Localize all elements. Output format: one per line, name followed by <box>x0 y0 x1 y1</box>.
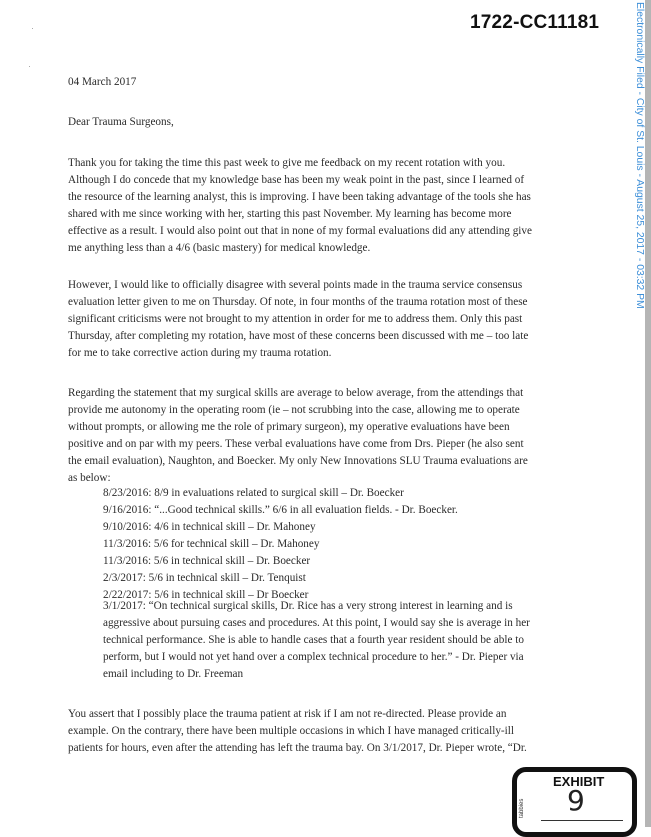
evaluation-item: 2/3/2017: 5/6 in technical skill – Dr. Tenquist <box>103 572 306 584</box>
letter-greeting: Dear Trauma Surgeons, <box>68 116 174 128</box>
text-line: the resource of the learning analyst, this is improving. I have been taking advantage of the tools she has <box>68 191 531 204</box>
text-line: evaluation letter given to me on Thursday. Of note, in four months of the trauma rotation most of these <box>68 296 528 309</box>
text-line: perform, but I would not yet hand over a complex technical procedure to her.” - Dr. Pieper via <box>103 651 524 664</box>
exhibit-brand: tabbies <box>519 798 525 818</box>
evaluations-list <box>103 485 458 604</box>
text-line: You assert that I possibly place the trauma patient at risk if I am not re-directed. Please provide an <box>68 708 507 720</box>
text-line: without prompts, or allowing me the role of primary surgeon), my operative evaluations have been <box>68 421 510 434</box>
text-line: effective as a result. I would also point out that in none of my formal evaluations did any attending give <box>68 225 532 238</box>
paragraph-knowledge <box>68 155 628 258</box>
text-line: the email evaluation), Naughton, and Boecker. My only New Innovations SLU Trauma evaluations are <box>68 455 528 468</box>
text-line: positive and on par with my peers. These verbal evaluations have come from Drs. Pieper (he also sent <box>68 438 524 451</box>
text-line: for me to take corrective action during my trauma rotation. <box>68 347 332 360</box>
text-line: However, I would like to officially disagree with several points made in the trauma service consensus <box>68 279 523 291</box>
paragraph-patient-risk <box>68 706 628 757</box>
evaluation-item: 9/16/2016: “...Good technical skills.” 6/6 in all evaluation fields. - Dr. Boecker. <box>103 504 458 516</box>
text-line: Although I do concede that my knowledge base has been my weak point in the past, since I learned of <box>68 174 525 187</box>
letter-date: 04 March 2017 <box>68 76 137 88</box>
text-line: technical performance. She is able to handle cases that a fourth year resident should be able to <box>103 634 524 647</box>
text-line: patients for hours, even after the attending has left the trauma bay. On 3/1/2017, Dr. Pieper wrote, “Dr. <box>68 742 527 755</box>
text-line: Thank you for taking the time this past week to give me feedback on my recent rotation with you. <box>68 157 506 169</box>
paragraph-disagreement <box>68 277 628 362</box>
email-quote <box>103 598 530 683</box>
exhibit-title: EXHIBIT <box>553 774 605 789</box>
exhibit-underline <box>541 820 623 821</box>
text-line: as below: <box>68 472 111 485</box>
text-line: Thursday, after completing my rotation, have most of these concerns been discussed with me – too late <box>68 330 529 343</box>
text-line: significant criticisms were not brought to my attention in order for me to address them. Only this past <box>68 313 523 326</box>
text-line: me anything less than a 4/6 (basic mastery) for medical knowledge. <box>68 242 371 255</box>
text-line: aggressive about pursuing cases and procedures. At this point, I would say she is average in her <box>103 617 530 630</box>
evaluation-item: 8/23/2016: 8/9 in evaluations related to surgical skill – Dr. Boecker <box>103 487 404 499</box>
text-line: Regarding the statement that my surgical skills are average to below average, from the attendings that <box>68 387 524 399</box>
page-edge-bar <box>645 0 651 827</box>
text-line: example. On the contrary, there have been multiple occasions in which I have managed critically-ill <box>68 725 514 738</box>
exhibit-number: 9 <box>567 784 585 817</box>
text-line: email including to Dr. Freeman <box>103 668 244 681</box>
text-line: provide me autonomy in the operating room (ie – not scrubbing into the case, allowing me to operate <box>68 404 520 417</box>
text-line: 3/1/2017: “On technical surgical skills, Dr. Rice has a very strong interest in learning and is <box>103 600 513 612</box>
evaluation-item: 2/22/2017: 5/6 in technical skill – Dr Boecker <box>103 589 309 601</box>
case-number: 1722-CC11181 <box>470 12 600 33</box>
paragraph-surgical-skills <box>68 385 628 488</box>
scan-speck <box>29 66 30 67</box>
evaluation-item: 11/3/2016: 5/6 in technical skill – Dr. Boecker <box>103 555 311 567</box>
text-line: shared with me since working with her, starting this past November. My learning has become more <box>68 208 512 221</box>
evaluation-item: 9/10/2016: 4/6 in technical skill – Dr. Mahoney <box>103 521 316 533</box>
filing-stamp-text: Electronically Filed - City of St. Louis - August 25, 2017 - 03:32 PM <box>634 2 645 309</box>
scan-speck <box>32 28 33 29</box>
evaluation-item: 11/3/2016: 5/6 for technical skill – Dr. Mahoney <box>103 538 320 550</box>
